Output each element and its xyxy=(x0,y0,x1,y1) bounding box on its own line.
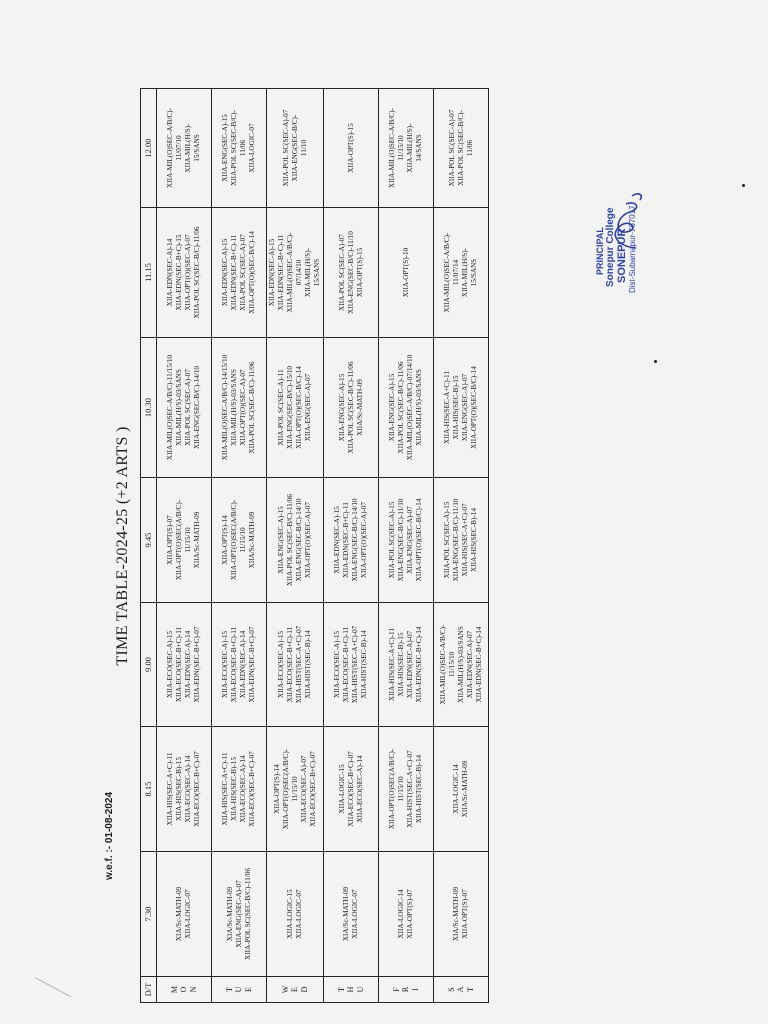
class-entry: XIIA-HIS(SEC-B)-14 xyxy=(470,508,478,572)
class-entry: XIIA-ECO(SEC-A)-14 xyxy=(239,755,247,823)
time-slot-header: 12.00 xyxy=(141,89,157,208)
period-cell xyxy=(379,478,434,603)
class-entry: XIIA-ENG(SEC-B/C)-14/10 xyxy=(351,498,359,582)
class-entry: XIIA-EDN(SEC-A)-07 xyxy=(465,630,474,699)
corner-header: D/T xyxy=(141,977,157,1003)
class-entry: XIIA-ECO(SEC-B+C)-11 xyxy=(230,626,238,703)
class-entry: XIIA-EDN(SEC-B+C)-07 xyxy=(193,626,201,703)
class-entry: 11/15/10 xyxy=(397,776,405,802)
class-entry: XIIA-EDN(SEC-B+C)-11 xyxy=(342,502,350,578)
class-entry: XIIA-OPT(S)-07 xyxy=(166,515,174,565)
period-cell xyxy=(379,603,434,727)
day-row xyxy=(324,89,379,1003)
class-entry: XIIA-LOGIC-07 xyxy=(295,889,303,939)
class-entry: XIIA-POL SC(SEC-A)-07 xyxy=(337,234,346,311)
day-letter: U xyxy=(355,986,365,993)
period-cell xyxy=(379,852,434,977)
stamp-line: SONEPUR xyxy=(616,228,628,283)
class-entry: XIIA-LOGIC-15 xyxy=(337,764,346,814)
period-cell xyxy=(212,603,267,727)
class-entry: XIIA/Sc-MATH-09 xyxy=(355,379,364,436)
period-cell xyxy=(324,478,379,603)
class-entry: XIIA-OPT(O)(SEC-B/C)-14 xyxy=(470,366,478,449)
class-entry: XIIA-POL SC(SEC-B/C)-11/06 xyxy=(248,361,256,454)
class-entry: XIIA-EDN(SEC-B+C)-14 xyxy=(474,626,483,703)
class-entry: XIIA-EDN(SEC-B+C)-11 xyxy=(230,234,238,311)
class-entry: XIIA-ECO(SEC-A)-15 xyxy=(166,630,174,699)
class-entry: 15/SANS xyxy=(193,134,201,162)
day-row xyxy=(434,89,489,1003)
class-entry: XIIA-LOGIC-07 xyxy=(248,123,256,173)
class-entry: XIIA-OPT(S)-10 xyxy=(401,247,410,298)
class-entry: XIIA-POL SC(SEC-A)-07 xyxy=(281,109,290,187)
class-entry: XIIA-OPT(O)(SEC-A)-07 xyxy=(184,234,192,311)
class-entry: XIIA-POL SC(SEC-A)-07 xyxy=(184,369,192,446)
class-entry: XIIA-MIL(H/S)- xyxy=(304,247,312,298)
period-cell xyxy=(379,89,434,208)
class-entry: XIIA-POL SC(SEC-A)-15 xyxy=(443,501,451,579)
class-entry: 11/07/14 xyxy=(452,259,460,286)
class-entry: XIIA-HIS(SEC-A+C)-11 xyxy=(221,752,229,826)
class-entry: XIA/Sc-MATH-09 xyxy=(452,886,460,942)
class-entry: XIIA-MIL(O)SEC-A/B/C)- xyxy=(388,108,396,188)
class-entry: XIIA-OPT(O)SEC(A/B/C)- xyxy=(175,499,183,581)
period-cell xyxy=(212,727,267,852)
class-entry: XIIA-ENG(SEC-A)-15 xyxy=(388,373,396,442)
class-entry: XIIA-HIS(SEC-A+C)-11 xyxy=(388,628,396,701)
class-entry: XIA/Sc-MATH-09 xyxy=(342,886,350,942)
class-entry: XIIA-HIS(SEC-B)-15 xyxy=(230,757,238,821)
period-cell xyxy=(324,852,379,977)
class-entry: XIIA-ENG(SEC-B/C)-11/10 xyxy=(452,498,460,582)
class-entry: XIIA-EDN(SEC-A)-15 xyxy=(268,238,276,307)
day-letter: T xyxy=(465,987,475,992)
page-title: TIME TABLE-2024-25 (+2 ARTS ) xyxy=(114,426,131,666)
class-entry: XIIA-OPT(O)(SEC-A)-07 xyxy=(304,501,312,579)
period-cell xyxy=(157,478,212,603)
period-cell xyxy=(324,603,379,727)
day-letter: T xyxy=(337,987,347,992)
class-entry: XIIA-HIS(SEC-B)-15 xyxy=(452,375,460,440)
class-entry: XIIA-POL SC(SEC-B/C)- xyxy=(230,110,238,186)
day-letter: M xyxy=(170,985,180,994)
class-entry: XIIA-POL SC(SEC-B/C)- xyxy=(456,110,465,186)
speck-mark xyxy=(742,184,745,187)
period-cell xyxy=(157,852,212,977)
class-entry: XIIA-EDN(SEC-B+C)-07 xyxy=(248,626,256,703)
class-entry: XIIA-OPT(O)(SEC-B/C)-14 xyxy=(248,231,256,314)
day-letter: H xyxy=(346,986,356,993)
class-entry: 15/SANS xyxy=(470,258,478,287)
class-entry: 11/15/10 xyxy=(447,651,456,678)
class-entry: XIIA-MIL(O)SEC-A/B/C)- xyxy=(286,232,294,313)
day-letter: U xyxy=(234,986,244,993)
class-entry: XIIA-EDN(SEC-A)-14 xyxy=(239,630,247,699)
class-entry: XIIA-LOGIC-07 xyxy=(184,889,192,939)
class-entry: XIIA-OPT(O)SEC(A/B/C)- xyxy=(230,499,238,581)
stamp-line: Sonepur College xyxy=(605,207,616,287)
class-entry: XIIA-ECO(SEC-B+C)-07 xyxy=(346,751,355,827)
class-entry: XIIA-ENG(SEC-A)-15 xyxy=(221,114,229,182)
class-entry: XIIA-POL SC(SEC-B/C)-11/06 xyxy=(286,494,294,586)
class-entry: XIIA-MIL(H/S)- xyxy=(461,247,469,298)
period-cell xyxy=(434,852,489,977)
class-entry: XIIA-EDN(SEC-B+C)-15 xyxy=(175,234,183,311)
class-entry: XIIA-MIL(O)SEC-A/B/C)-07/14/10 xyxy=(406,354,414,461)
class-entry: 11/10 xyxy=(299,139,308,157)
timetable-sheet xyxy=(114,89,484,1003)
class-entry: 11/06 xyxy=(239,139,247,157)
class-entry: 11/06 xyxy=(465,139,474,157)
stamp-line: PRINCIPAL xyxy=(595,227,605,275)
class-entry: XIIA-ECO(SEC-B+C)-11 xyxy=(175,626,183,703)
time-slot-header: 7.30 xyxy=(141,852,157,977)
period-cell xyxy=(379,727,434,852)
day-letter: S xyxy=(447,987,457,992)
period-cell xyxy=(212,89,267,208)
class-entry: XIIA-OPT(S)-14 xyxy=(221,515,229,565)
class-entry: XIIA-MIL(H/S)-03/SANS xyxy=(230,369,238,446)
class-entry: XIA/Sc-MATH-09 xyxy=(225,886,234,942)
period-cell xyxy=(267,603,324,727)
day-label xyxy=(324,977,379,1003)
period-cell xyxy=(267,89,324,208)
class-entry: XIIA-MIL(H/S)-03/SANS xyxy=(175,369,183,446)
period-cell xyxy=(267,208,324,338)
class-entry: XIIA-ENG(SEC-A)-07 xyxy=(304,373,312,442)
class-entry: XIA/Sc-MATH-09 xyxy=(175,886,183,942)
timetable xyxy=(140,88,489,1003)
period-cell xyxy=(324,89,379,208)
class-entry: XIIA-EDN(SEC-B+C)-14 xyxy=(415,626,423,703)
day-row xyxy=(157,89,212,1003)
period-cell xyxy=(324,338,379,478)
period-cell xyxy=(212,852,267,977)
class-entry: XIIA-ECO(SEC-B+C)-07 xyxy=(308,751,317,827)
time-slot-header: 8.15 xyxy=(141,727,157,852)
class-entry: XIIA-ECO(SEC-B+C)-07 xyxy=(193,751,201,827)
class-entry: XIIA-ENG(SEC-A)-15 xyxy=(337,373,346,442)
day-row xyxy=(212,89,267,1003)
class-entry: XIIA-MIL(O)SEC-A/B/C)- xyxy=(438,624,447,705)
timetable-body xyxy=(157,89,489,1003)
class-entry: XIIA-OPT(O)SEC(A/B/C)- xyxy=(388,748,396,830)
class-entry: XIIA-ENG(SEC-B/C)-11/10 xyxy=(346,231,355,314)
day-letter: O xyxy=(179,986,189,993)
class-entry: XIIA/Sc-MATH-09 xyxy=(461,760,469,818)
class-entry: XIIA-ECO(SEC-A)-15 xyxy=(277,630,285,699)
class-entry: XIIA-LOGIC-14 xyxy=(397,889,405,939)
class-entry: XIIA-ECO(SEC-A)-07 xyxy=(299,755,308,823)
period-cell xyxy=(434,338,489,478)
class-entry: XIIA-EDN(SEC-A)-15 xyxy=(221,238,229,307)
class-entry: XIIA-EDN(SEC-A)-15 xyxy=(333,506,341,574)
period-cell xyxy=(324,727,379,852)
period-cell xyxy=(157,208,212,338)
class-entry: XIIA-MIL(O)SEC-A/B/C)- xyxy=(166,108,174,188)
day-letter: E xyxy=(243,987,253,992)
class-entry: 11/15/10 xyxy=(290,776,299,802)
class-entry: 11/15/10 xyxy=(239,527,247,553)
class-entry: XIIA-MIL(H/S)-03/SANS xyxy=(415,369,423,446)
class-entry: XIIA-MIL(H/S)- xyxy=(406,123,414,173)
class-entry: XIIA-HIST(SEC-A+C)-07 xyxy=(351,625,359,704)
class-entry: 11/07/10 xyxy=(175,135,183,161)
class-entry: XIIA-EDN(SEC-A)-14 xyxy=(166,238,174,307)
period-cell xyxy=(267,727,324,852)
class-entry: XIIA-POL SC(SEC-B/C)-11/06 xyxy=(346,361,355,454)
class-entry: XIIA-ECO(SEC-A)-15 xyxy=(333,630,341,699)
class-entry: XIIA/Sc-MATH-09 xyxy=(193,511,201,569)
class-entry: XIIA-OPT(O)(SEC-A)-07 xyxy=(360,501,368,579)
period-cell xyxy=(157,603,212,727)
class-entry: XIIA-ENG(SEC-A)-15 xyxy=(277,506,285,574)
class-entry: XIIA-HIS(SEC-A+C)-11 xyxy=(443,371,451,444)
class-entry: XIIA-POL SC(SEC-A)-07 xyxy=(447,109,456,187)
class-entry: XIIA-ENG(SEC-B/C)-11/10 xyxy=(397,498,405,582)
speck-mark xyxy=(654,360,657,363)
day-letter: I xyxy=(410,988,420,991)
class-entry: XIIA-OPT(O)(SEC-A)-07 xyxy=(239,369,247,446)
class-entry: XIIA-HIS(SEC-B)-15 xyxy=(397,632,405,697)
principal-stamp xyxy=(595,183,715,293)
period-cell xyxy=(212,338,267,478)
period-cell xyxy=(379,338,434,478)
class-entry: XIIA-OPT(S)-15 xyxy=(355,247,364,298)
period-cell xyxy=(434,208,489,338)
class-entry: XIIA-HIS(SEC-B)-15 xyxy=(175,757,183,821)
class-entry: XIIA-OPT(S)-15 xyxy=(346,123,355,173)
class-entry: XIIA-LOGIC-07 xyxy=(351,889,359,939)
class-entry: XIIA-ENG(SEC-B/C)-15/10 xyxy=(286,365,294,450)
class-entry: XIIA-OPT(S)-07 xyxy=(461,889,469,939)
stamp-line: Dist-Subarnapur-767017 xyxy=(628,205,637,293)
header-row xyxy=(141,89,157,1003)
class-entry: XIIA-ENG(SEC-A)-07 xyxy=(406,506,414,574)
class-entry: XIIA-ECO(SEC-B+C)-11 xyxy=(286,626,294,703)
period-cell xyxy=(434,727,489,852)
class-entry: XIIA-POL SC(SEC-A)-11 xyxy=(277,369,285,446)
period-cell xyxy=(157,338,212,478)
class-entry: XIIA-EDN(SEC-B+C)-11 xyxy=(277,234,285,311)
class-entry: XIIA-ENG(SEC-B/C)-14/10 xyxy=(295,498,303,582)
day-label xyxy=(379,977,434,1003)
class-entry: XIIA-ENG(SEC-A)-07 xyxy=(461,373,469,442)
period-cell xyxy=(434,603,489,727)
time-slot-header: 11.15 xyxy=(141,208,157,338)
class-entry: 11/15/10 xyxy=(397,135,405,161)
period-cell xyxy=(434,89,489,208)
class-entry: XIIA-HIST(SEC-A+C)-07 xyxy=(406,750,414,828)
class-entry: XIIA-EDN(SEC-A)-07 xyxy=(406,630,414,699)
day-letter: A xyxy=(456,986,466,993)
day-letter: F xyxy=(392,987,402,992)
period-cell xyxy=(157,89,212,208)
day-letter: N xyxy=(188,986,198,993)
day-label xyxy=(212,977,267,1003)
class-entry: 11/15/10 xyxy=(184,527,192,553)
day-letter: W xyxy=(281,985,291,994)
class-entry: XIIA-MIL(O)SEC-A/B/C)-11/15/10 xyxy=(166,354,174,461)
period-cell xyxy=(267,338,324,478)
class-entry: XIIA-ECO(SEC-B+C)-07 xyxy=(248,751,256,827)
period-cell xyxy=(267,478,324,603)
class-entry: XIIA-POL SC(SEC-B/C)-11/06 xyxy=(243,868,252,960)
period-cell xyxy=(324,208,379,338)
day-letter: R xyxy=(401,986,411,993)
class-entry: 15/SANS xyxy=(313,258,321,287)
class-entry: XIIA-HIST(SEC-B)-14 xyxy=(304,630,312,699)
class-entry: XIIA-MIL(H/S)- xyxy=(184,123,192,173)
class-entry: XIIA-HIST(SEC-B)-14 xyxy=(415,754,423,824)
class-entry: XIIA-ENG(SEC-B/C)- xyxy=(290,114,299,182)
class-entry: XIIA-POL SC(SEC-B/C)-11/06 xyxy=(193,226,201,319)
period-cell xyxy=(267,852,324,977)
class-entry: XIIA-MIL(H/S)-03/SANS xyxy=(456,626,465,703)
day-letter: D xyxy=(299,986,309,993)
class-entry: XIIA-POL SC(SEC-B/C)-11/06 xyxy=(397,361,405,454)
time-slot-header: 10.30 xyxy=(141,338,157,478)
class-entry: XIIA-ECO(SEC-A)-14 xyxy=(184,755,192,823)
class-entry: XIIA-POL SC(SEC-A)-07 xyxy=(239,234,247,311)
class-entry: XIIA-MIL(O)SEC-A/B/C)-14/15/10 xyxy=(221,354,229,461)
class-entry: XIIA-ENG(SEC-A)-07 xyxy=(234,880,243,948)
day-label xyxy=(267,977,324,1003)
class-entry: XIIA-OPT(O)(SEC-B/C)-14 xyxy=(415,498,423,582)
class-entry: XIIA-ECO(SEC-A)-15 xyxy=(221,630,229,699)
day-label xyxy=(434,977,489,1003)
class-entry: XIIA-HIST(SEC-B)-14 xyxy=(360,630,368,699)
class-entry: XIIA-HIST(SEC-A+C)-07 xyxy=(295,625,303,704)
period-cell xyxy=(434,478,489,603)
time-slot-header: 9.00 xyxy=(141,603,157,727)
period-cell xyxy=(379,208,434,338)
class-entry: 07/14/10 xyxy=(295,259,303,286)
class-entry: 14/SANS xyxy=(415,134,423,162)
day-label xyxy=(157,977,212,1003)
class-entry: XIIA-HIS(SEC-A+C)-07 xyxy=(461,503,469,577)
class-entry: XIIA-LOGIC-14 xyxy=(452,764,460,814)
class-entry: XIIA-OPT(O)(SEC-B/C)-14 xyxy=(295,366,303,449)
class-entry: XIIA-OPT(O)SEC(A/B/C)- xyxy=(281,748,290,830)
day-letter: E xyxy=(290,987,300,992)
time-slot-header: 9.45 xyxy=(141,478,157,603)
paper-edge-mark xyxy=(21,977,71,1023)
class-entry: XIIA-OPT(S)-07 xyxy=(406,889,414,939)
day-letter: T xyxy=(225,987,235,992)
class-entry: XIIA-LOGIC-15 xyxy=(286,889,294,939)
class-entry: XIIA-OPT(S)-14 xyxy=(272,764,281,814)
class-entry: XIIA-ECO(SEC-A)-14 xyxy=(355,755,364,823)
period-cell xyxy=(157,727,212,852)
class-entry: XIIA/Sc-MATH-09 xyxy=(248,511,256,569)
class-entry: XIIA-ECO(SEC-B+C)-11 xyxy=(342,626,350,703)
class-entry: XIIA-ENG(SEC-B/C)-14/10 xyxy=(193,365,201,450)
class-entry: XIIA-POL SC(SEC-A)-15 xyxy=(388,501,396,579)
day-row xyxy=(379,89,434,1003)
class-entry: XIIA-MIL(O)SEC-A/B/C)- xyxy=(443,232,451,313)
class-entry: XIIA-EDN(SEC-A)-14 xyxy=(184,630,192,699)
period-cell xyxy=(212,478,267,603)
effective-date: w.e.f. :- 01-08-2024 xyxy=(104,791,115,880)
class-entry: XIIA-HIS(SEC-A+C)-11 xyxy=(166,752,174,826)
period-cell xyxy=(212,208,267,338)
day-row xyxy=(267,89,324,1003)
